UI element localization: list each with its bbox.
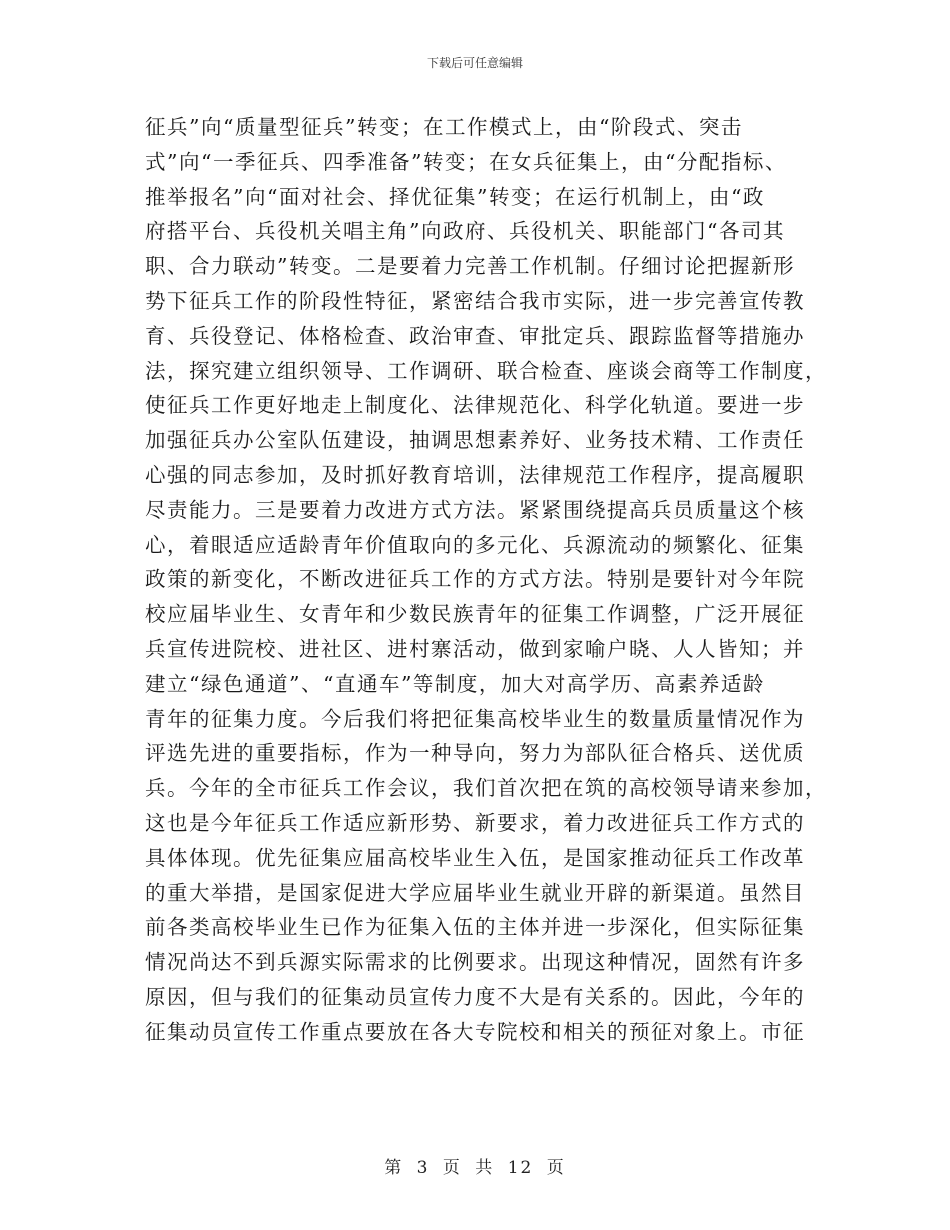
text-line: 尽责能力。三是要着力改进方式方法。紧紧围绕提高兵员质量这个核 bbox=[145, 497, 805, 522]
text-line: 评选先进的重要指标，作为一种导向，努力为部队征合格兵、送优质 bbox=[145, 741, 805, 766]
text-line: 法，探究建立组织领导、工作调研、联合检查、座谈会商等工作制度， bbox=[145, 358, 827, 383]
text-line: 使征兵工作更好地走上制度化、法律规范化、科学化轨道。要进一步 bbox=[145, 393, 805, 418]
document-body bbox=[145, 110, 827, 1050]
text-line: 心，着眼适应适龄青年价值取向的多元化、兵源流动的频繁化、征集 bbox=[145, 532, 805, 557]
text-line: 情况尚达不到兵源实际需求的比例要求。出现这种情况，固然有许多 bbox=[145, 950, 805, 975]
text-line: 的重大举措，是国家促进大学应届毕业生就业开辟的新渠道。虽然目 bbox=[145, 880, 805, 905]
page-number-footer: 第 3 页 共 12 页 bbox=[384, 1158, 566, 1178]
text-line: 势下征兵工作的阶段性特征，紧密结合我市实际，进一步完善宣传教 bbox=[145, 288, 805, 313]
text-line: 兵。今年的全市征兵工作会议，我们首次把在筑的高校领导请来参加， bbox=[145, 776, 827, 801]
text-line: 兵宣传进院校、进社区、进村寨活动，做到家喻户晓、人人皆知；并 bbox=[145, 636, 805, 661]
text-line: 职、合力联动”转变。二是要着力完善工作机制。仔细讨论把握新形 bbox=[145, 254, 795, 279]
text-line: 校应届毕业生、女青年和少数民族青年的征集工作调整，广泛开展征 bbox=[145, 602, 805, 627]
text-line: 心强的同志参加，及时抓好教育培训，法律规范工作程序，提高履职 bbox=[145, 462, 805, 487]
text-line: 推举报名”向“面对社会、择优征集”转变；在运行机制上，由“政 bbox=[145, 184, 765, 209]
text-line: 府搭平台、兵役机关唱主角”向政府、兵役机关、职能部门“各司其 bbox=[145, 219, 785, 244]
text-line: 原因，但与我们的征集动员宣传力度不大是有关系的。因此，今年的 bbox=[145, 984, 805, 1009]
text-line: 征兵”向“质量型征兵”转变；在工作模式上，由“阶段式、突击 bbox=[145, 115, 743, 139]
text-line: 育、兵役登记、体格检查、政治审查、审批定兵、跟踪监督等措施办 bbox=[145, 323, 805, 348]
text-line: 建立“绿色通道”、“直通车”等制度，加大对高学历、高素养适龄 bbox=[145, 671, 765, 696]
text-line: 具体体现。优先征集应届高校毕业生入伍，是国家推动征兵工作改革 bbox=[145, 845, 805, 870]
text-line: 这也是今年征兵工作适应新形势、新要求，着力改进征兵工作方式的 bbox=[145, 810, 805, 835]
text-line: 政策的新变化，不断改进征兵工作的方式方法。特别是要针对今年院 bbox=[145, 567, 805, 592]
text-line: 征集动员宣传工作重点要放在各大专院校和相关的预征对象上。市征 bbox=[145, 1019, 805, 1044]
text-line: 前各类高校毕业生已作为征集入伍的主体并进一步深化，但实际征集 bbox=[145, 915, 805, 940]
page-header: 下载后可任意编辑 bbox=[426, 56, 523, 70]
text-line: 式”向“一季征兵、四季准备”转变；在女兵征集上，由“分配指标、 bbox=[145, 149, 787, 174]
text-line: 加强征兵办公室队伍建设，抽调思想素养好、业务技术精、工作责任 bbox=[145, 428, 805, 453]
text-line: 青年的征集力度。今后我们将把征集高校毕业生的数量质量情况作为 bbox=[145, 706, 805, 731]
